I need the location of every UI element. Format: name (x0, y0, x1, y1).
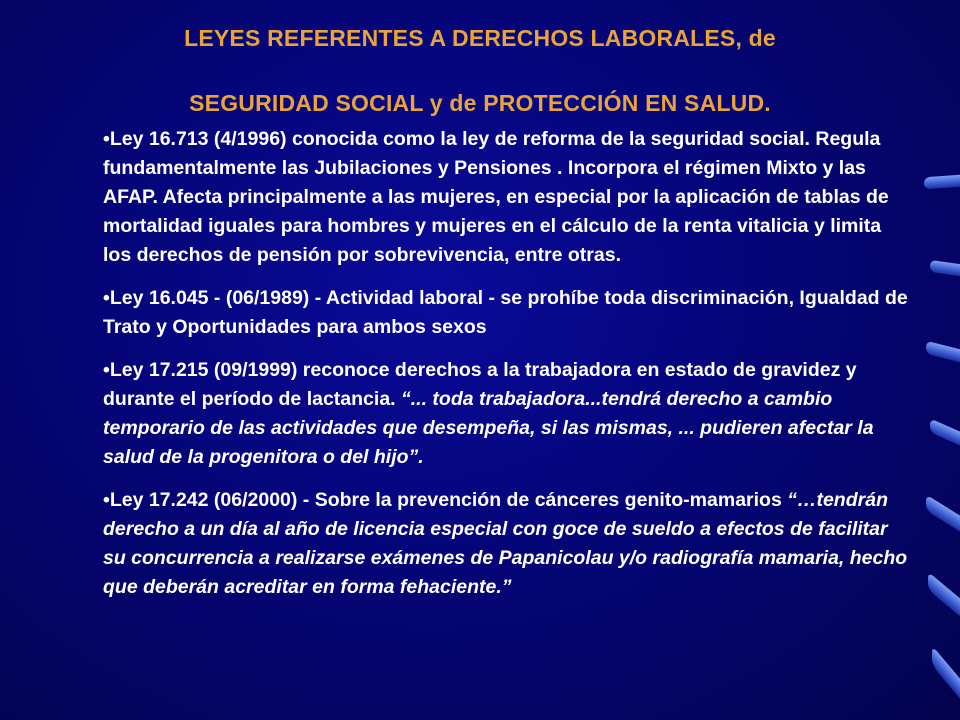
bullet-quote: “... toda trabajadora...tendrá derecho a cambio temporario de las actividades que desempeña, si las mismas, ... pudieren afectar la salud de la progenitora o del hijo”. (103, 388, 874, 468)
bullet-dot: • (103, 489, 110, 511)
decorative-stripe (930, 418, 960, 445)
decorative-stripe (926, 341, 960, 362)
bullet-item-ley-16045 (103, 284, 908, 342)
slide-title-line-2: SEGURIDAD SOCIAL y de PROTECCIÓN EN SALUD. (189, 90, 771, 116)
bullet-item-ley-17242 (103, 486, 908, 602)
bullet-text: Ley 16.045 - (06/1989) - Actividad laboral - se prohíbe toda discriminación, Igualdad de Trato y Oportunidades para ambos sexos (103, 287, 908, 338)
bullet-quote: “…tendrán derecho a un día al año de licencia especial con goce de sueldo a efectos de facilitar su concurrencia a realizarse exámenes de Papanicolau y/o radiografía mamaria, hecho que deberán acreditar en forma fehaciente.” (103, 489, 908, 598)
bullet-item-ley-16713 (103, 125, 908, 270)
bullet-dot: • (103, 128, 110, 150)
bullet-item-ley-17215 (103, 356, 908, 472)
slide-title-line-1: LEYES REFERENTES A DERECHOS LABORALES, de (184, 25, 776, 51)
bullet-text: Ley 17.242 (06/2000) - Sobre la prevención de cánceres genito-mamarios (109, 489, 788, 511)
bullet-list (103, 125, 908, 616)
bullet-dot: • (103, 359, 110, 381)
decorative-stripe (928, 572, 960, 617)
bullet-dot: • (103, 287, 110, 309)
decorative-stripe (932, 645, 960, 698)
bullet-text: Ley 16.713 (4/1996) conocida como la ley de reforma de la seguridad social. Regula fundamentalmente las Jubilaciones y Pensiones . Incorpora el régimen Mixto y las AFAP. Afecta principalmente a las mujeres, en especial por la aplicación de tablas de mortalidad iguales para hombres y mujeres en el cálculo de la renta vitalicia y limita los derechos de pensión por sobrevivencia, entre otras. (103, 128, 889, 266)
decorative-stripe (930, 260, 960, 276)
decorative-stripe (926, 494, 960, 531)
decorative-stripe (924, 175, 960, 190)
bullet-text: Ley 17.215 (09/1999) reconoce derechos a la trabajadora en estado de gravidez y durante el período de lactancia. (103, 359, 857, 410)
